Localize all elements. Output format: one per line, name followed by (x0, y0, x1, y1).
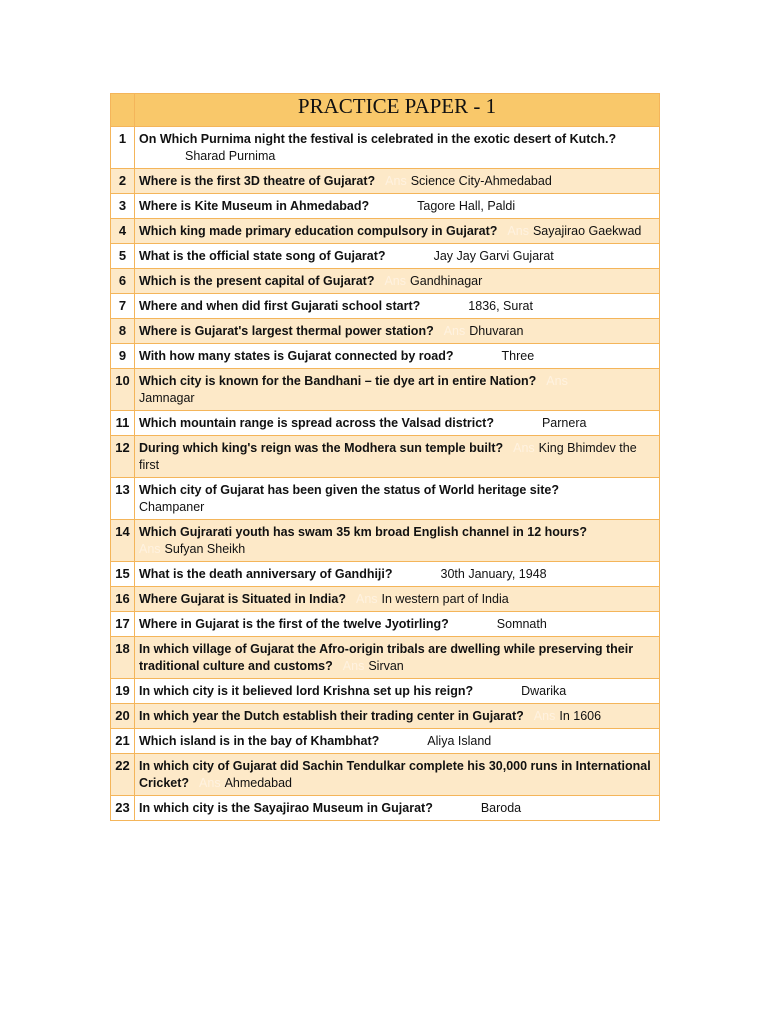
question-number: 13 (111, 478, 135, 520)
question-number: 9 (111, 344, 135, 369)
question-row-17 (111, 612, 660, 637)
question-text: Which is the present capital of Gujarat? (139, 274, 375, 288)
question-cell (135, 520, 660, 562)
question-number: 15 (111, 562, 135, 587)
question-cell (135, 344, 660, 369)
question-row-4 (111, 219, 660, 244)
answer-text: Somnath (496, 617, 547, 631)
answer-text: Jay Jay Garvi Gujarat (433, 249, 554, 263)
question-number: 21 (111, 729, 135, 754)
question-cell (135, 729, 660, 754)
question-cell (135, 587, 660, 612)
question-text: In which city is the Sayajirao Museum in Gujarat? (139, 801, 433, 815)
question-number: 11 (111, 411, 135, 436)
answer-text: Gandhinagar (410, 274, 483, 288)
question-cell (135, 562, 660, 587)
question-cell (135, 411, 660, 436)
question-text: Where is Kite Museum in Ahmedabad? (139, 199, 370, 213)
question-cell (135, 269, 660, 294)
question-cell (135, 754, 660, 796)
question-text: In which village of Gujarat the Afro-origin tribals are dwelling while preserving their traditional culture and customs? (139, 642, 634, 673)
question-cell (135, 369, 660, 411)
question-row-12 (111, 436, 660, 478)
question-cell (135, 478, 660, 520)
answer-text: Aliya Island (427, 734, 492, 748)
ans-label: Ans (507, 224, 529, 238)
answer-text: Sirvan (368, 659, 404, 673)
question-number: 5 (111, 244, 135, 269)
question-number: 19 (111, 679, 135, 704)
question-cell (135, 637, 660, 679)
question-row-5 (111, 244, 660, 269)
question-cell (135, 127, 660, 169)
question-row-14 (111, 520, 660, 562)
ans-label: Ans (385, 174, 407, 188)
answer-text: Champaner (139, 500, 205, 514)
page-title: PRACTICE PAPER - 1 (135, 94, 660, 127)
question-cell (135, 679, 660, 704)
answer-text: Dhuvaran (469, 324, 524, 338)
question-number: 17 (111, 612, 135, 637)
answer-text: In western part of India (381, 592, 509, 606)
answer-text: Sufyan Sheikh (164, 542, 246, 556)
ans-label: Ans (384, 274, 407, 288)
ans-label: Ans (355, 592, 378, 606)
question-number: 23 (111, 796, 135, 821)
answer-text: Science City-Ahmedabad (410, 174, 552, 188)
question-row-21 (111, 729, 660, 754)
answer-text: Jamnagar (139, 391, 195, 405)
answer-text: King Bhimdev the first (139, 441, 637, 472)
question-text: What is the death anniversary of Gandhiji? (139, 567, 393, 581)
answer-text: 30th January, 1948 (440, 567, 547, 581)
ans-label: Ans (342, 659, 365, 673)
question-row-15 (111, 562, 660, 587)
question-text: Where and when did first Gujarati school start? (139, 299, 421, 313)
question-row-23 (111, 796, 660, 821)
question-text: Which island is in the bay of Khambhat? (139, 734, 380, 748)
ans-label: Ans (139, 542, 161, 556)
question-number: 20 (111, 704, 135, 729)
question-row-9 (111, 344, 660, 369)
question-cell (135, 294, 660, 319)
question-text: In which city is it believed lord Krishna set up his reign? (139, 684, 474, 698)
question-row-3 (111, 194, 660, 219)
question-text: What is the official state song of Gujarat? (139, 249, 386, 263)
question-number: 18 (111, 637, 135, 679)
question-number: 12 (111, 436, 135, 478)
question-cell (135, 612, 660, 637)
question-cell (135, 244, 660, 269)
answer-text: Three (501, 349, 535, 363)
question-text: Which king made primary education compulsory in Gujarat? (139, 224, 498, 238)
question-row-13 (111, 478, 660, 520)
question-text: Which mountain range is spread across the Valsad district? (139, 416, 494, 430)
question-row-7 (111, 294, 660, 319)
question-number: 10 (111, 369, 135, 411)
question-row-10 (111, 369, 660, 411)
question-text: In which year the Dutch establish their trading center in Gujarat? (139, 709, 524, 723)
question-cell (135, 219, 660, 244)
answer-text: In 1606 (559, 709, 602, 723)
question-row-2 (111, 169, 660, 194)
question-text: On Which Purnima night the festival is celebrated in the exotic desert of Kutch.? (139, 132, 617, 146)
ans-label: Ans (533, 709, 556, 723)
answer-text: 1836, Surat (468, 299, 533, 313)
question-cell (135, 436, 660, 478)
answer-text: Parnera (541, 416, 587, 430)
question-row-1 (111, 127, 660, 169)
question-row-19 (111, 679, 660, 704)
ans-label: Ans (443, 324, 466, 338)
question-number: 16 (111, 587, 135, 612)
question-number: 2 (111, 169, 135, 194)
question-row-22 (111, 754, 660, 796)
answer-text: Baroda (480, 801, 522, 815)
question-number: 6 (111, 269, 135, 294)
question-cell (135, 319, 660, 344)
question-text: In which city of Gujarat did Sachin Tendulkar complete his 30,000 runs in International Cricket? (139, 759, 651, 790)
question-cell (135, 704, 660, 729)
question-row-18 (111, 637, 660, 679)
question-text: Which city of Gujarat has been given the status of World heritage site? (139, 483, 559, 497)
answer-text: Sharad Purnima (185, 149, 276, 163)
ans-label: Ans (199, 776, 221, 790)
question-text: Where is Gujarat's largest thermal power station? (139, 324, 434, 338)
question-number: 1 (111, 127, 135, 169)
ans-label: Ans (546, 374, 568, 388)
answer-text: Ahmedabad (224, 776, 292, 790)
question-cell (135, 169, 660, 194)
answer-text: Tagore Hall, Paldi (417, 199, 516, 213)
practice-paper-table (110, 93, 660, 821)
answer-text: Dwarika (521, 684, 567, 698)
question-number: 8 (111, 319, 135, 344)
question-text: With how many states is Gujarat connected by road? (139, 349, 454, 363)
question-cell (135, 796, 660, 821)
question-number: 22 (111, 754, 135, 796)
question-text: Where in Gujarat is the first of the twelve Jyotirling? (139, 617, 449, 631)
ans-label: Ans (513, 441, 535, 455)
question-row-8 (111, 319, 660, 344)
question-text: Where is the first 3D theatre of Gujarat? (139, 174, 376, 188)
question-row-20 (111, 704, 660, 729)
question-number: 7 (111, 294, 135, 319)
question-text: During which king's reign was the Modhera sun temple built? (139, 441, 504, 455)
title-row (111, 94, 660, 127)
question-row-6 (111, 269, 660, 294)
question-number: 4 (111, 219, 135, 244)
title-num-cell (111, 94, 135, 127)
question-text: Which city is known for the Bandhani – tie dye art in entire Nation? (139, 374, 537, 388)
question-number: 14 (111, 520, 135, 562)
question-text: Where Gujarat is Situated in India? (139, 592, 346, 606)
question-text: Which Gujrarati youth has swam 35 km broad English channel in 12 hours? (139, 525, 588, 539)
question-row-11 (111, 411, 660, 436)
question-number: 3 (111, 194, 135, 219)
question-cell (135, 194, 660, 219)
answer-text: Sayajirao Gaekwad (532, 224, 642, 238)
question-row-16 (111, 587, 660, 612)
